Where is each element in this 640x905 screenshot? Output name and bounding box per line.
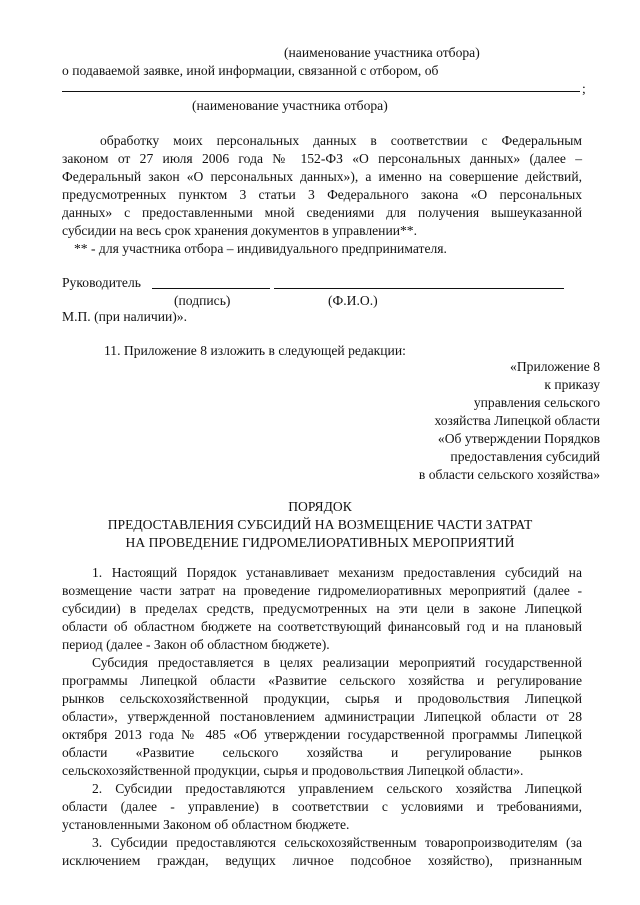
- p2-line: рынков сельскохозяйственной продукции, сырья и продовольствия Липецкой: [62, 691, 582, 706]
- appendix-line: «Об утверждении Порядков: [437, 431, 600, 446]
- p2-line: области «Развитие сельского хозяйства и регулирование рынков: [62, 745, 582, 760]
- p4-line: 3. Субсидии предоставляются сельскохозяйственным товаропроизводителям (за: [92, 835, 582, 850]
- p1-line: период (далее - Закон об областном бюджете).: [62, 637, 330, 652]
- consent-line-2: законом от 27 июля 2006 года № 152-ФЗ «О персональных данных» (далее –: [62, 151, 582, 166]
- p4-line: исключением граждан, ведущих личное подсобное хозяйство), признанным: [62, 853, 582, 868]
- blank-underline: [62, 91, 580, 92]
- participant-name-caption: (наименование участника отбора): [192, 98, 388, 113]
- consent-line-1: обработку моих персональных данных в соответствии с Федеральным: [100, 133, 582, 148]
- consent-line-3: Федеральный закон «О персональных данных»), а именно на совершение действий,: [62, 169, 582, 184]
- p2-line: Субсидия предоставляется в целях реализации мероприятий государственной: [92, 655, 582, 670]
- stamp-note: М.П. (при наличии)».: [62, 309, 187, 324]
- p2-line: октября 2013 года № 485 «Об утверждении государственной программы Липецкой: [62, 727, 582, 742]
- fio-underline: [274, 288, 564, 289]
- p1-line: субсидии) в пределах средств, предусмотренных на эти цели в законе Липецкой: [62, 601, 582, 616]
- p1-line: 1. Настоящий Порядок устанавливает механизм предоставления субсидий на: [92, 565, 582, 580]
- consent-line-6: субсидии на весь срок хранения документов в управлении**.: [62, 223, 417, 238]
- application-line: о подаваемой заявке, иной информации, связанной с отбором, об: [62, 63, 439, 78]
- appendix-line: хозяйства Липецкой области: [434, 413, 600, 428]
- head-label: Руководитель: [62, 275, 141, 290]
- appendix-line: предоставления субсидий: [450, 449, 600, 464]
- document-subtitle: ПРЕДОСТАВЛЕНИЯ СУБСИДИЙ НА ВОЗМЕЩЕНИЕ ЧАСТИ ЗАТРАТ: [107, 517, 533, 532]
- sign-caption: (подпись): [174, 293, 231, 308]
- signature-underline: [152, 288, 270, 289]
- p2-line: области», утвержденной постановлением администрации Липецкой области от 28: [62, 709, 582, 724]
- amendment-item: 11. Приложение 8 изложить в следующей редакции:: [104, 343, 406, 358]
- p3-line: установленными Законом об областном бюджете.: [62, 817, 350, 832]
- p2-line: программы Липецкой области «Развитие сельского хозяйства и регулирование: [62, 673, 582, 688]
- appendix-line: к приказу: [544, 377, 600, 392]
- appendix-line: в области сельского хозяйства»: [418, 467, 600, 482]
- consent-line-5: данных» с предоставленными мной сведениями для получения вышеуказанной: [62, 205, 582, 220]
- appendix-line: «Приложение 8: [510, 359, 600, 374]
- p1-line: области об областном бюджете на соответствующий финансовый год и на плановый: [62, 619, 582, 634]
- footnote: ** - для участника отбора – индивидуального предпринимателя.: [74, 241, 447, 256]
- semicolon: ;: [582, 81, 586, 96]
- document-title: ПОРЯДОК: [288, 499, 352, 514]
- p3-line: области (далее - управление) в соответствии с условиями и требованиями,: [62, 799, 582, 814]
- p3-line: 2. Субсидии предоставляются управлением сельского хозяйства Липецкой: [92, 781, 582, 796]
- fio-caption: (Ф.И.О.): [328, 293, 378, 308]
- p2-line: сельскохозяйственной продукции, сырья и продовольствия Липецкой области».: [62, 763, 524, 778]
- consent-line-4: предусмотренных пунктом 3 статьи 3 Федерального закона «О персональных: [62, 187, 582, 202]
- participant-name-caption: (наименование участника отбора): [284, 45, 480, 60]
- document-subtitle: НА ПРОВЕДЕНИЕ ГИДРОМЕЛИОРАТИВНЫХ МЕРОПРИЯТИЙ: [125, 535, 515, 550]
- appendix-line: управления сельского: [473, 395, 600, 410]
- p1-line: возмещение части затрат на проведение гидромелиоративных мероприятий (далее -: [62, 583, 582, 598]
